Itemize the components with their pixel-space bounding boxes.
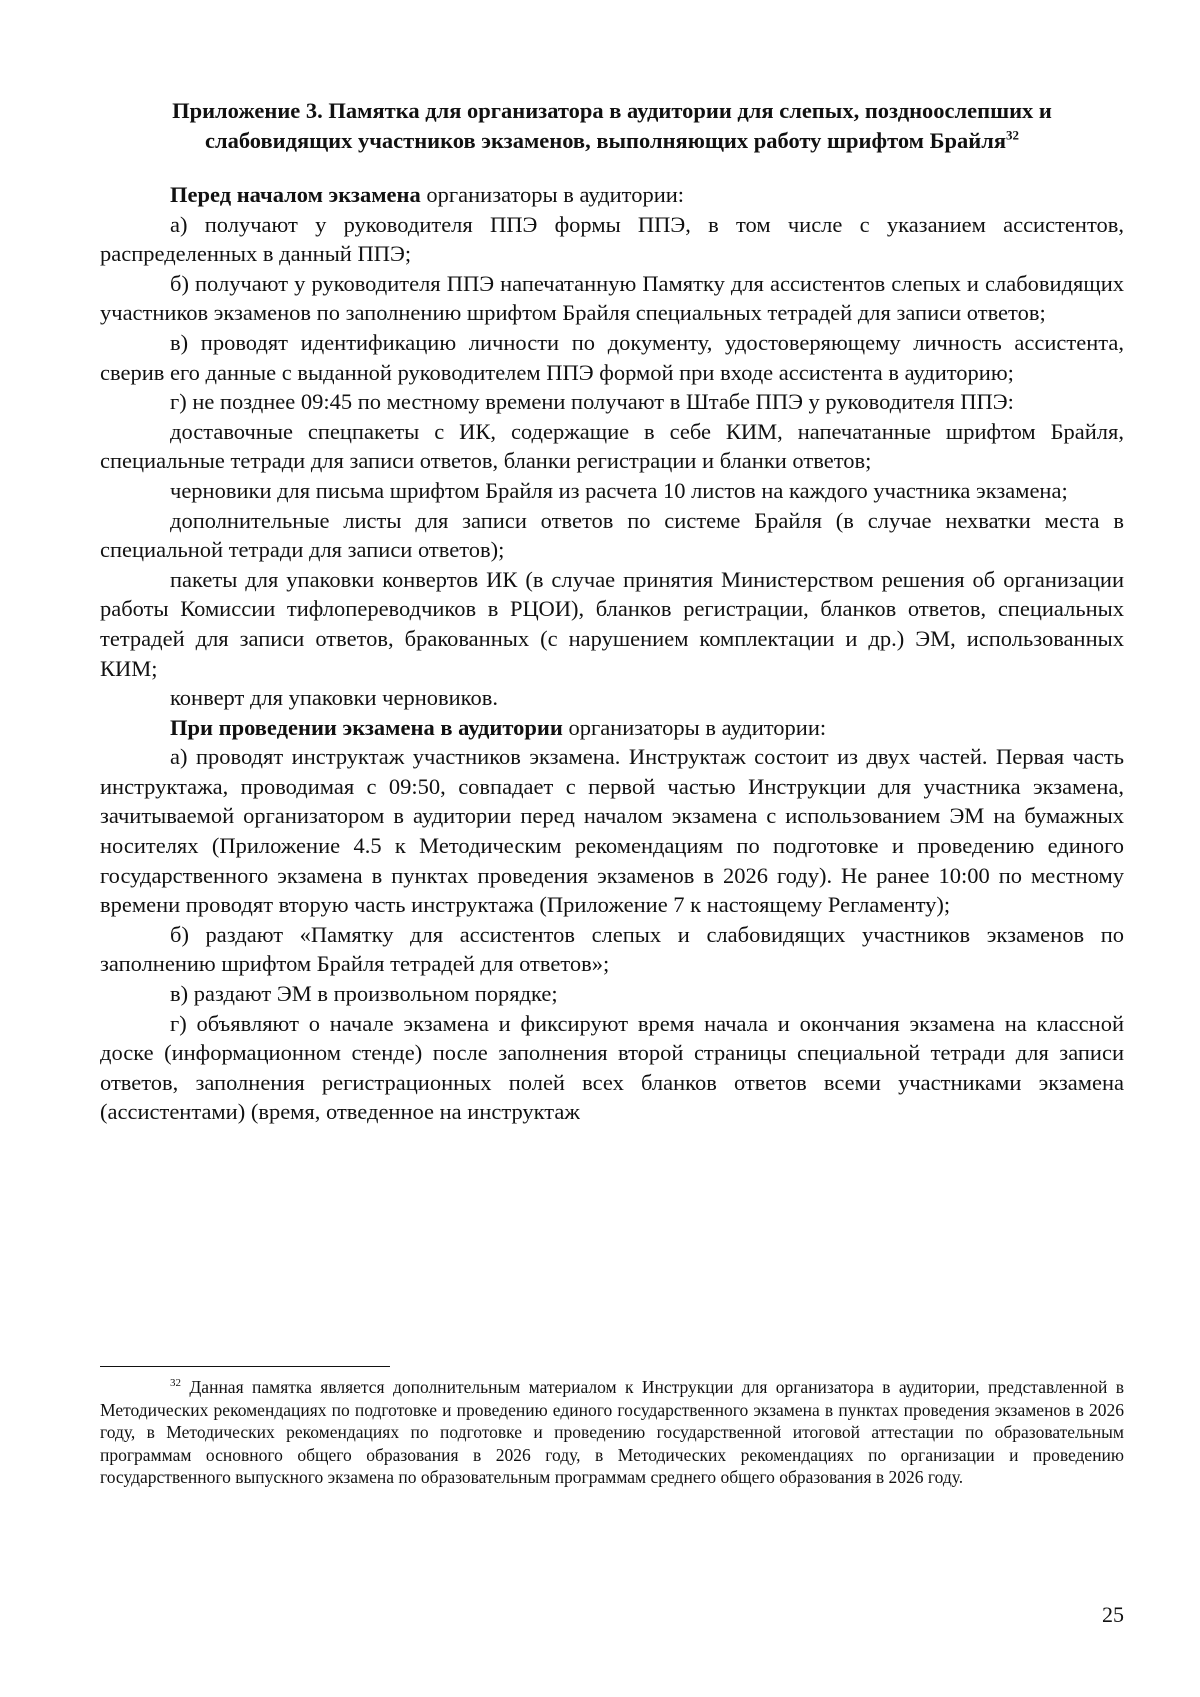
- document-body: [100, 180, 1124, 1127]
- section2-lead-bold: При проведении экзамена в аудитории: [170, 714, 563, 740]
- footnote-divider: [100, 1366, 390, 1367]
- section2-item-a: а) проводят инструктаж участников экзамена. Инструктаж состоит из двух частей. Первая часть инструктажа, проводимая с 09:50, совпадает с первой частью Инструкции для участника экзамена, зачитываемой организатором в аудитории перед началом экзамена с использованием ЭМ на бумажных носителях (Приложение 4.5 к Методическим рекомендациям по подготовке и проведению единого государственного экзамена в пунктах проведения экзаменов в 2026 году). Не ранее 10:00 по местному времени проводят вторую часть инструктажа (Приложение 7 к настоящему Регламенту);: [100, 744, 1124, 918]
- section2-item-c: в) раздают ЭМ в произвольном порядке;: [170, 981, 558, 1007]
- section1-subitem-3: дополнительные листы для записи ответов по системе Брайля (в случае нехватки места в специальной тетради для записи ответов);: [100, 507, 1124, 563]
- document-page: [100, 96, 1124, 1127]
- title-text: Приложение 3. Памятка для организатора в аудитории для слепых, поздноослепших и слабовидящих участников экзаменов, выполняющих работу шрифтом Брайля: [172, 98, 1052, 153]
- section1-subitem-2: черновики для письма шрифтом Брайля из расчета 10 листов на каждого участника экзамена;: [170, 477, 1068, 503]
- section1-lead-rest: организаторы в аудитории:: [420, 182, 685, 207]
- page-number: 25: [1102, 1602, 1124, 1627]
- section1-item-a: а) получают у руководителя ППЭ формы ППЭ, в том числе с указанием ассистентов, распределенных в данный ППЭ;: [100, 211, 1124, 267]
- footnote-text: Данная памятка является дополнительным материалом к Инструкции для организатора в аудитории, представленной в Методических рекомендациях по подготовке и проведению единого государственного экзамена в пунктах проведения экзаменов в 2026 году, в Методических рекомендациях по подготовке и проведению государственной итоговой аттестации по образовательным программам основного общего образования в 2026 году, в Методических рекомендациях по организации и проведению государственного выпускного экзамена по образовательным программам среднего общего образования в 2026 году.: [100, 1377, 1124, 1488]
- section1-subitem-1: доставочные спецпакеты с ИК, содержащие в себе КИМ, напечатанные шрифтом Брайля, специальные тетради для записи ответов, бланки регистрации и бланки ответов;: [100, 418, 1124, 474]
- footnote-number: 32: [170, 1377, 181, 1390]
- section2-item-d: г) объявляют о начале экзамена и фиксируют время начала и окончания экзамена на классной доске (информационном стенде) после заполнения второй страницы специальной тетради для записи ответов, заполнения регистрационных полей всех бланков ответов всеми участниками экзамена (ассистентами) (время, отведенное на инструктаж: [100, 1010, 1124, 1125]
- section2-lead-rest: организаторы в аудитории:: [562, 714, 827, 740]
- section1-lead-bold: Перед началом экзамена: [170, 182, 421, 207]
- section1-item-d: г) не позднее 09:45 по местному времени получают в Штабе ППЭ у руководителя ППЭ:: [170, 389, 1014, 415]
- title-footnote-ref[interactable]: 32: [1006, 127, 1020, 143]
- section2-lead: [100, 713, 1124, 743]
- section1-item-c: в) проводят идентификацию личности по документу, удостоверяющему личность ассистента, сверив его данные с выданной руководителем ППЭ формой при входе ассистента в аудиторию;: [100, 329, 1124, 385]
- page-title: [100, 96, 1124, 156]
- footnote-paragraph: [100, 1376, 1124, 1489]
- footnote: [100, 1376, 1124, 1489]
- section1-item-b: б) получают у руководителя ППЭ напечатанную Памятку для ассистентов слепых и слабовидящих участников экзаменов по заполнению шрифтом Брайля специальных тетрадей для записи ответов;: [100, 270, 1124, 326]
- section1-lead: [100, 180, 1124, 210]
- section1-subitem-5: конверт для упаковки черновиков.: [170, 685, 498, 711]
- section1-subitem-4: пакеты для упаковки конвертов ИК (в случае принятия Министерством решения об организации работы Комиссии тифлопереводчиков в РЦОИ), бланков регистрации, бланков ответов, специальных тетрадей для записи ответов, бракованных (с нарушением комплектации и др.) ЭМ, использованных КИМ;: [100, 566, 1124, 681]
- section2-item-b: б) раздают «Памятку для ассистентов слепых и слабовидящих участников экзаменов по заполнению шрифтом Брайля тетрадей для ответов»;: [100, 921, 1124, 977]
